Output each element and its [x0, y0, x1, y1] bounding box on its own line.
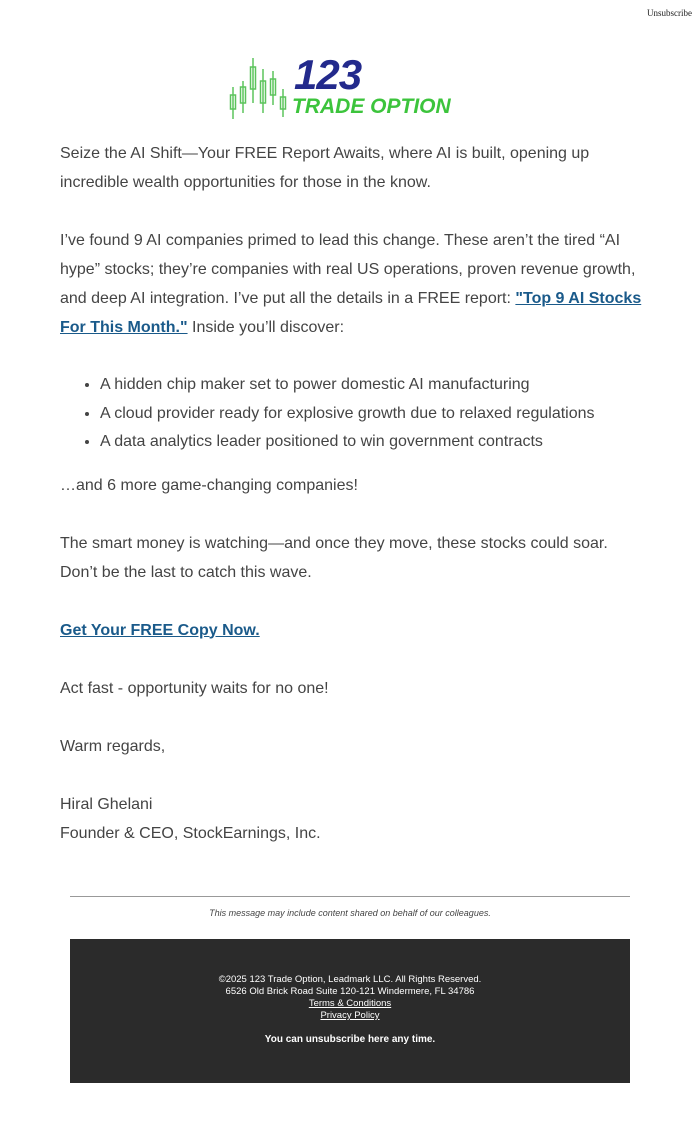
footer — [70, 939, 630, 1083]
email-body — [60, 139, 645, 848]
report-link[interactable]: "Top 9 AI Stocks For This Month." — [60, 290, 642, 336]
privacy-link[interactable]: Privacy Policy — [320, 1010, 380, 1021]
logo — [228, 51, 478, 121]
signature-title: Founder & CEO, StockEarnings, Inc. — [60, 824, 321, 842]
logo-name: TRADE OPTION — [292, 95, 451, 118]
logo-number: 123 — [294, 51, 362, 98]
regards-text: Warm regards, — [60, 737, 166, 755]
report-text: I’ve found 9 AI companies primed to lead this change. These aren’t the tired “AI hype” stocks; they’re companies with real US operations, proven revenue growth, and deep AI integration. I’ve put all the details in a FREE report: — [60, 232, 636, 307]
list-item: • A data analytics leader positioned to win government contracts — [100, 428, 645, 457]
address: 6526 Old Brick Road Suite 120-121 Windermere, FL 34786 — [225, 986, 475, 997]
signature-name: Hiral Ghelani — [60, 795, 153, 813]
more-text: …and 6 more game-changing companies! — [60, 476, 358, 494]
get-free-copy-link[interactable]: Get Your FREE Copy Now. — [60, 621, 260, 639]
copyright: ©2025 123 Trade Option, Leadmark LLC. All Rights Reserved. — [218, 974, 482, 985]
divider — [70, 896, 630, 897]
report-paragraph — [60, 226, 645, 342]
benefits-list — [60, 371, 645, 457]
list-item: • A cloud provider ready for explosive growth due to relaxed regulations — [100, 400, 645, 429]
report-text-after: Inside you’ll discover: — [187, 319, 345, 336]
footer-unsubscribe-text[interactable]: You can unsubscribe here any time. — [264, 1034, 436, 1045]
disclaimer-note: This message may include content shared on behalf of our colleagues. — [209, 908, 491, 918]
act-fast-text: Act fast - opportunity waits for no one! — [60, 679, 329, 697]
unsubscribe-link[interactable]: Unsubscribe — [647, 8, 692, 18]
intro-text: Seize the AI Shift—Your FREE Report Awaits, where AI is built, opening up incredible wealth opportunities for those in the know. — [60, 145, 590, 191]
terms-link[interactable]: Terms & Conditions — [308, 998, 392, 1009]
list-item: • A hidden chip maker set to power domestic AI manufacturing — [100, 371, 645, 400]
smart-money-text: The smart money is watching—and once they move, these stocks could soar. Don’t be the last to catch this wave. — [60, 534, 608, 581]
